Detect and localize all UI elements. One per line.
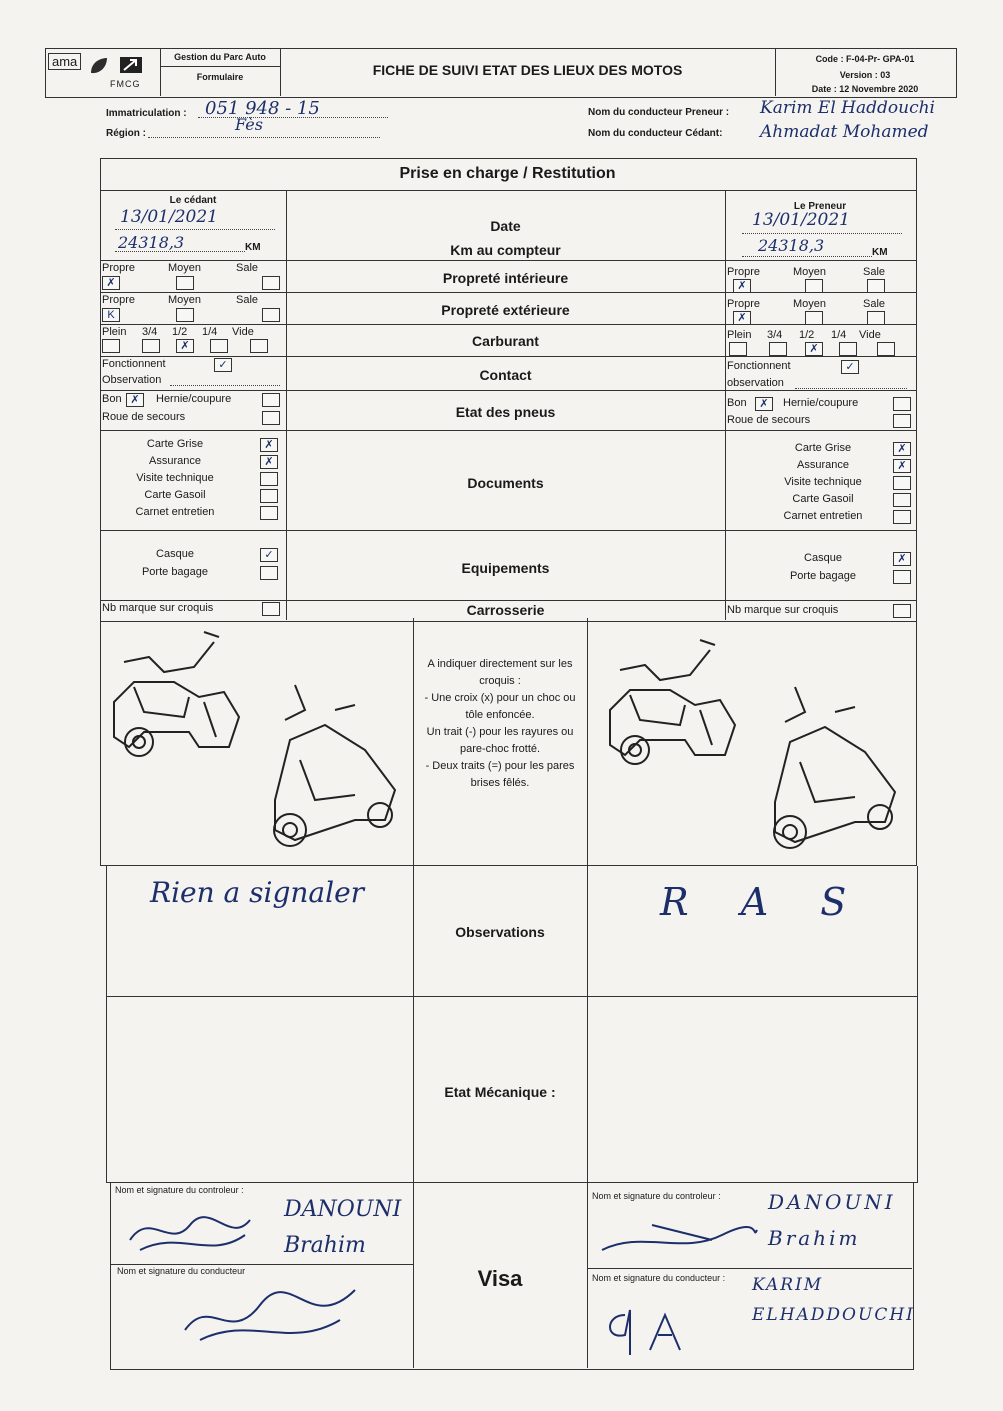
sale-checkbox[interactable]	[262, 276, 280, 290]
scooter-sketch-icon[interactable]	[600, 630, 750, 780]
q34-checkbox[interactable]	[142, 339, 160, 353]
q14-checkbox[interactable]	[210, 339, 228, 353]
moyen-checkbox[interactable]	[805, 311, 823, 325]
gasoil-checkbox[interactable]	[893, 493, 911, 507]
carte-grise-checkbox[interactable]: ✗	[260, 438, 278, 452]
moyen-checkbox[interactable]	[176, 308, 194, 322]
preneur-contact	[727, 360, 913, 390]
obs-divider	[413, 866, 414, 1182]
preneur-date-dots	[742, 233, 902, 234]
doc-code: Code : F-04-Pr- GPA-01	[815, 54, 915, 64]
row-label-visa: Visa	[477, 1266, 523, 1291]
q14-label: 1/4	[831, 329, 847, 341]
visa-divider	[110, 1264, 413, 1265]
fonctionnement-checkbox[interactable]: ✓	[841, 360, 859, 374]
sketch-divider	[587, 618, 588, 866]
cedant-prop-ext	[102, 294, 284, 322]
preneur-km-value[interactable]: 24318,3	[758, 236, 825, 255]
sale-label: Sale	[236, 262, 259, 274]
preneur-equipements	[727, 550, 913, 590]
cedant-equipements	[102, 546, 284, 586]
row-divider	[100, 260, 916, 261]
logo-text: ama	[48, 53, 81, 70]
nb-marque-checkbox[interactable]	[893, 604, 911, 618]
cedant-carburant	[102, 326, 284, 354]
row-divider	[100, 530, 916, 531]
table-divider	[725, 190, 726, 620]
row-label-carburant: Carburant	[472, 333, 539, 349]
hernie-checkbox[interactable]	[262, 393, 280, 407]
propre-label: Propre	[102, 262, 136, 274]
signature-icon[interactable]	[120, 1200, 260, 1260]
instruction-line: - Une croix (x) pour un choc ou tôle enfoncée.	[424, 692, 576, 721]
obs-right-text[interactable]: R A S	[660, 880, 867, 924]
sale-label: Sale	[236, 294, 259, 306]
region-label: Région :	[106, 128, 146, 139]
porte-bagage-label: Porte bagage	[789, 570, 857, 582]
casque-label: Casque	[156, 548, 194, 560]
department-label: Gestion du Parc Auto	[174, 52, 266, 62]
instruction-line: Un trait (-) pour les rayures ou pare-choc frotté.	[426, 726, 574, 755]
roue-label: Roue de secours	[102, 411, 186, 423]
bon-checkbox[interactable]: ✗	[755, 397, 773, 411]
bon-checkbox[interactable]: ✗	[126, 393, 144, 407]
observation-dots	[795, 388, 907, 389]
row-label-observations: Observations	[455, 924, 545, 940]
vide-label: Vide	[859, 329, 881, 341]
fonctionnement-label: Fonctionnent	[102, 358, 166, 370]
bon-label: Bon	[727, 397, 747, 409]
propre-label: Propre	[727, 298, 761, 310]
signature-icon[interactable]	[600, 1300, 720, 1360]
cedant-km-value[interactable]: 24318,3	[118, 233, 185, 252]
propre-checkbox[interactable]: ✗	[102, 276, 120, 290]
roue-label: Roue de secours	[727, 414, 811, 426]
row-divider	[100, 430, 916, 431]
moyen-label: Moyen	[168, 262, 202, 274]
propre-checkbox[interactable]: K	[102, 308, 120, 322]
nb-marque-checkbox[interactable]	[262, 602, 280, 616]
gasoil-checkbox[interactable]	[260, 489, 278, 503]
row-label-contact: Contact	[479, 367, 532, 383]
q14-checkbox[interactable]	[839, 342, 857, 356]
casque-label: Casque	[804, 552, 842, 564]
region-dots	[148, 137, 380, 138]
scooter-sketch-icon[interactable]	[255, 680, 410, 860]
roue-checkbox[interactable]	[262, 411, 280, 425]
scooter-sketch-icon[interactable]	[755, 682, 910, 862]
moyen-checkbox[interactable]	[176, 276, 194, 290]
preneur-pneus	[727, 396, 913, 430]
carte-grise-label: Carte Grise	[146, 438, 204, 450]
doc-date: Date : 12 Novembre 2020	[811, 84, 919, 94]
cedant-date-value[interactable]: 13/01/2021	[120, 207, 218, 227]
arrow-logo-icon	[118, 55, 148, 77]
porte-bagage-label: Porte bagage	[141, 566, 209, 578]
moyen-label: Moyen	[793, 298, 827, 310]
preneur-label: Nom du conducteur Preneur :	[588, 107, 730, 118]
bon-label: Bon	[102, 393, 122, 405]
visite-label: Visite technique	[136, 472, 214, 484]
plein-label: Plein	[102, 326, 127, 338]
scooter-sketch-icon[interactable]	[104, 622, 254, 772]
visite-checkbox[interactable]	[893, 476, 911, 490]
cedant-value[interactable]: Ahmadat Mohamed	[760, 122, 929, 142]
instruction-line: - Deux traits (=) pour les pares brises fêlés.	[425, 760, 575, 789]
preneur-value[interactable]: Karim El Haddouchi	[760, 98, 935, 118]
sale-label: Sale	[863, 266, 886, 278]
porte-bagage-checkbox[interactable]	[893, 570, 911, 584]
row-divider	[100, 600, 916, 601]
visite-checkbox[interactable]	[260, 472, 278, 486]
visite-label: Visite technique	[784, 476, 862, 488]
carnet-checkbox[interactable]	[260, 506, 278, 520]
sale-checkbox[interactable]	[867, 311, 885, 325]
cedant-nb-marque	[102, 602, 284, 618]
casque-checkbox[interactable]: ✓	[260, 548, 278, 562]
row-label-date: Date	[490, 218, 521, 234]
sig-controleur-label-right: Nom et signature du controleur :	[592, 1191, 721, 1201]
preneur-prop-ext	[727, 298, 913, 326]
vide-checkbox[interactable]	[250, 339, 268, 353]
immat-value[interactable]: 051 948 - 15	[205, 98, 320, 119]
visa-divider	[587, 1268, 912, 1269]
leaf-icon	[88, 55, 110, 77]
assurance-checkbox[interactable]: ✗	[893, 459, 911, 473]
q12-label: 1/2	[172, 326, 188, 338]
cedant-prop-int	[102, 262, 284, 290]
q34-checkbox[interactable]	[769, 342, 787, 356]
plein-checkbox[interactable]	[102, 339, 120, 353]
cedant-label: Nom du conducteur Cédant:	[588, 128, 723, 139]
plein-label: Plein	[727, 329, 752, 341]
row-label-prop-ext: Propreté extérieure	[441, 302, 570, 318]
obs-left-text[interactable]: Rien a signaler	[150, 876, 365, 909]
table-title: Prise en charge / Restitution	[399, 165, 616, 182]
assurance-label: Assurance	[797, 459, 849, 471]
sale-label: Sale	[863, 298, 886, 310]
moyen-label: Moyen	[793, 266, 827, 278]
observation-dots	[170, 385, 280, 386]
row-label-equipements: Equipements	[461, 560, 550, 576]
obs-divider	[106, 996, 917, 997]
moyen-label: Moyen	[168, 294, 202, 306]
cedant-pneus	[102, 392, 284, 428]
carnet-checkbox[interactable]	[893, 510, 911, 524]
q12-label: 1/2	[799, 329, 815, 341]
sig-conducteur-label-left: Nom et signature du conducteur	[117, 1266, 246, 1276]
doc-version: Version : 03	[839, 70, 891, 80]
row-label-carrosserie: Carrosserie	[466, 602, 545, 618]
row-divider	[100, 390, 916, 391]
cedant-date-dots	[115, 229, 275, 230]
row-label-km: Km au compteur	[450, 242, 561, 258]
instruction-line: A indiquer directement sur les croquis :	[427, 658, 573, 687]
carnet-label: Carnet entretien	[135, 506, 215, 518]
hernie-label: Hernie/coupure	[156, 393, 232, 405]
carte-grise-label: Carte Grise	[794, 442, 852, 454]
propre-label: Propre	[102, 294, 136, 306]
row-label-documents: Documents	[467, 475, 544, 491]
row-label-pneus: Etat des pneus	[455, 404, 556, 420]
moyen-checkbox[interactable]	[805, 279, 823, 293]
propre-checkbox[interactable]: ✗	[733, 311, 751, 325]
row-label-mecanique: Etat Mécanique :	[444, 1084, 556, 1100]
cedant-contact	[102, 358, 284, 388]
cedant-km-dots	[115, 251, 245, 252]
obs-divider	[587, 866, 588, 1182]
carnet-label: Carnet entretien	[783, 510, 863, 522]
region-value[interactable]: Fès	[235, 115, 263, 134]
header-divider	[160, 66, 280, 67]
sketch-instructions	[415, 656, 585, 792]
q12-checkbox[interactable]: ✗	[805, 342, 823, 356]
assurance-checkbox[interactable]: ✗	[260, 455, 278, 469]
porte-bagage-checkbox[interactable]	[260, 566, 278, 580]
preneur-documents	[727, 440, 913, 530]
vide-checkbox[interactable]	[877, 342, 895, 356]
vide-label: Vide	[232, 326, 254, 338]
controleur-left-name[interactable]: DANOUNI Brahim	[284, 1197, 402, 1258]
sale-checkbox[interactable]	[262, 308, 280, 322]
company-logo	[48, 51, 158, 93]
cedant-documents	[102, 436, 284, 526]
propre-label: Propre	[727, 266, 761, 278]
preneur-carburant	[727, 329, 913, 357]
gasoil-label: Carte Gasoil	[144, 489, 206, 501]
controleur-right-name[interactable]: DANOUNI Brahim	[768, 1190, 896, 1250]
observation-label: observation	[727, 377, 784, 389]
plein-checkbox[interactable]	[729, 342, 747, 356]
observation-label: Observation	[102, 374, 162, 386]
sig-controleur-label-left: Nom et signature du controleur :	[115, 1185, 244, 1195]
sale-checkbox[interactable]	[867, 279, 885, 293]
logo-subtext: FMCG	[110, 79, 141, 89]
preneur-date-value[interactable]: 13/01/2021	[752, 210, 850, 230]
page-title: FICHE DE SUIVI ETAT DES LIEUX DES MOTOS	[372, 62, 683, 78]
row-label-prop-int: Propreté intérieure	[442, 270, 569, 286]
signature-icon[interactable]	[170, 1275, 370, 1355]
nb-marque-label: Nb marque sur croquis	[727, 604, 839, 616]
preneur-header: Le Preneur	[793, 201, 847, 212]
gasoil-label: Carte Gasoil	[792, 493, 854, 505]
cedant-km-unit: KM	[245, 242, 261, 253]
fonctionnement-checkbox[interactable]: ✓	[214, 358, 232, 372]
sig-conducteur-label-right: Nom et signature du conducteur :	[592, 1273, 726, 1283]
preneur-km-dots	[742, 256, 872, 257]
hernie-checkbox[interactable]	[893, 397, 911, 411]
preneur-prop-int	[727, 266, 913, 294]
conducteur-right-name[interactable]: KARIM ELHADDOUCHI	[752, 1275, 915, 1325]
q14-label: 1/4	[202, 326, 218, 338]
casque-checkbox[interactable]: ✗	[893, 552, 911, 566]
sketch-divider	[413, 618, 414, 866]
q34-label: 3/4	[767, 329, 783, 341]
nb-marque-label: Nb marque sur croquis	[102, 602, 214, 614]
preneur-km-unit: KM	[872, 247, 888, 258]
fonctionnement-label: Fonctionnent	[727, 360, 791, 372]
signature-icon[interactable]	[592, 1210, 762, 1265]
visa-divider	[587, 1182, 588, 1368]
q12-checkbox[interactable]: ✗	[176, 339, 194, 353]
immat-label: Immatriculation :	[106, 108, 187, 119]
carte-grise-checkbox[interactable]: ✗	[893, 442, 911, 456]
q34-label: 3/4	[142, 326, 158, 338]
hernie-label: Hernie/coupure	[783, 397, 859, 409]
cedant-header: Le cédant	[169, 195, 217, 206]
table-divider	[100, 190, 916, 191]
assurance-label: Assurance	[149, 455, 201, 467]
roue-checkbox[interactable]	[893, 414, 911, 428]
doc-type-label: Formulaire	[196, 72, 244, 82]
propre-checkbox[interactable]: ✗	[733, 279, 751, 293]
